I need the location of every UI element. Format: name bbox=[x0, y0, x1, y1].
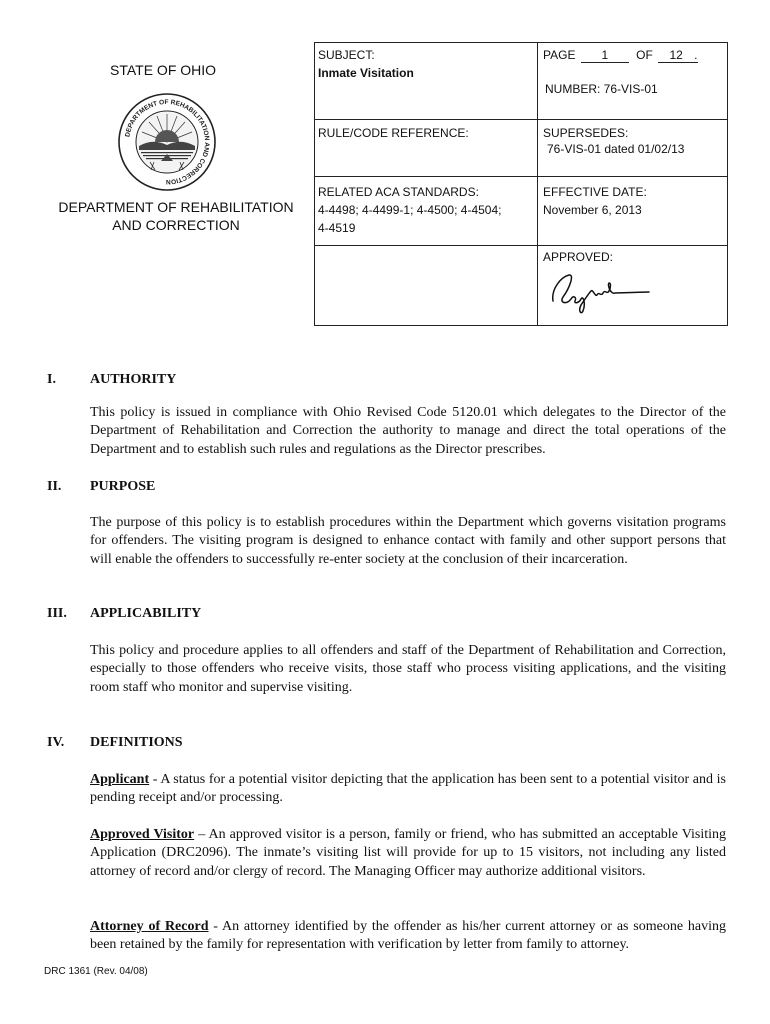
definition-text: - A status for a potential visitor depicting that the application has been sent to a potential visitor and is pending receipt and/or processing. bbox=[90, 772, 726, 806]
rule-reference-label: RULE/CODE REFERENCE: bbox=[318, 126, 469, 140]
section-title-purpose: PURPOSE bbox=[90, 479, 156, 494]
table-divider bbox=[537, 245, 728, 246]
department-name bbox=[36, 198, 316, 234]
section-number: I. bbox=[47, 372, 56, 387]
state-name: STATE OF OHIO bbox=[110, 62, 217, 78]
definition-term: Attorney of Record bbox=[90, 919, 209, 934]
policy-number: NUMBER: 76-VIS-01 bbox=[545, 82, 658, 96]
of-label: OF bbox=[636, 48, 653, 62]
table-divider bbox=[315, 245, 537, 246]
table-divider bbox=[537, 119, 728, 120]
page-indicator bbox=[543, 47, 725, 63]
seal-text: DEPARTMENT OF REHABILITATION AND CORRECTION bbox=[124, 98, 211, 186]
policy-header-table bbox=[314, 42, 728, 326]
approval-signature bbox=[545, 267, 655, 317]
section-number: II. bbox=[47, 479, 62, 494]
table-divider bbox=[315, 119, 537, 120]
supersedes-value: 76-VIS-01 dated 01/02/13 bbox=[547, 142, 685, 156]
aca-standards-label: RELATED ACA STANDARDS: bbox=[318, 185, 479, 199]
department-line-1: DEPARTMENT OF REHABILITATION bbox=[58, 199, 294, 215]
effective-date-value: November 6, 2013 bbox=[543, 203, 642, 217]
subject-label: SUBJECT: bbox=[318, 48, 375, 62]
form-footer: DRC 1361 (Rev. 04/08) bbox=[44, 966, 148, 977]
supersedes-label: SUPERSEDES: bbox=[543, 126, 629, 140]
definition-attorney-of-record bbox=[90, 918, 726, 955]
definition-approved-visitor bbox=[90, 826, 726, 881]
definition-text: - An attorney identified by the offender as his/her current attorney or as someone having been retained by the family for representation with verification by letter from family to attorney. bbox=[90, 919, 726, 953]
section-number: IV. bbox=[47, 735, 65, 750]
table-divider-vertical bbox=[537, 43, 538, 326]
subject-value: Inmate Visitation bbox=[318, 66, 414, 80]
section-title-authority: AUTHORITY bbox=[90, 372, 177, 387]
definition-applicant bbox=[90, 771, 726, 808]
section-title-applicability: APPLICABILITY bbox=[90, 606, 202, 621]
table-divider bbox=[315, 176, 728, 177]
page-end: . bbox=[694, 48, 698, 62]
page-number: 1 bbox=[581, 49, 629, 63]
definition-term: Approved Visitor bbox=[90, 827, 195, 842]
effective-date-label: EFFECTIVE DATE: bbox=[543, 185, 647, 199]
page-label: PAGE bbox=[543, 48, 576, 62]
authority-paragraph: This policy is issued in compliance with Ohio Revised Code 5120.01 which delegates to the Director of the Department of Rehabilitation and Correction the authority to manage and direct the total operations of the Department and to establish such rules and regulations as the Director prescribes. bbox=[90, 405, 726, 457]
purpose-paragraph: The purpose of this policy is to establish procedures within the Department which governs visitation programs for offenders. The visiting program is designed to enhance contact with family and other support persons that will enable the offenders to successfully re-enter society at the conclusion of their incarceration. bbox=[90, 515, 726, 567]
applicability-paragraph: This policy and procedure applies to all offenders and staff of the Department of Rehabilitation and Correction, especially to those offenders who receive visits, those staff who process visiting applications, and the visiting room staff who monitor and supervise visiting. bbox=[90, 643, 726, 695]
page-total: 12 bbox=[658, 49, 694, 63]
aca-standards-line-2: 4-4519 bbox=[318, 221, 356, 235]
definition-text: – An approved visitor is a person, family or friend, who has submitted an acceptable Visiting Application (DRC2096). The inmate’s visiting list will provide for up to 15 visitors, not including any listed attorney of record and/or clergy of record. The Managing Officer may authorize additional visitors. bbox=[90, 827, 726, 879]
definition-term: Applicant bbox=[90, 772, 150, 787]
approved-label: APPROVED: bbox=[543, 250, 614, 264]
aca-standards-line-1: 4-4498; 4-4499-1; 4-4500; 4-4504; bbox=[318, 203, 502, 217]
department-seal bbox=[117, 92, 217, 192]
section-title-definitions: DEFINITIONS bbox=[90, 735, 183, 750]
section-number: III. bbox=[47, 606, 67, 621]
department-line-2: AND CORRECTION bbox=[112, 217, 240, 233]
